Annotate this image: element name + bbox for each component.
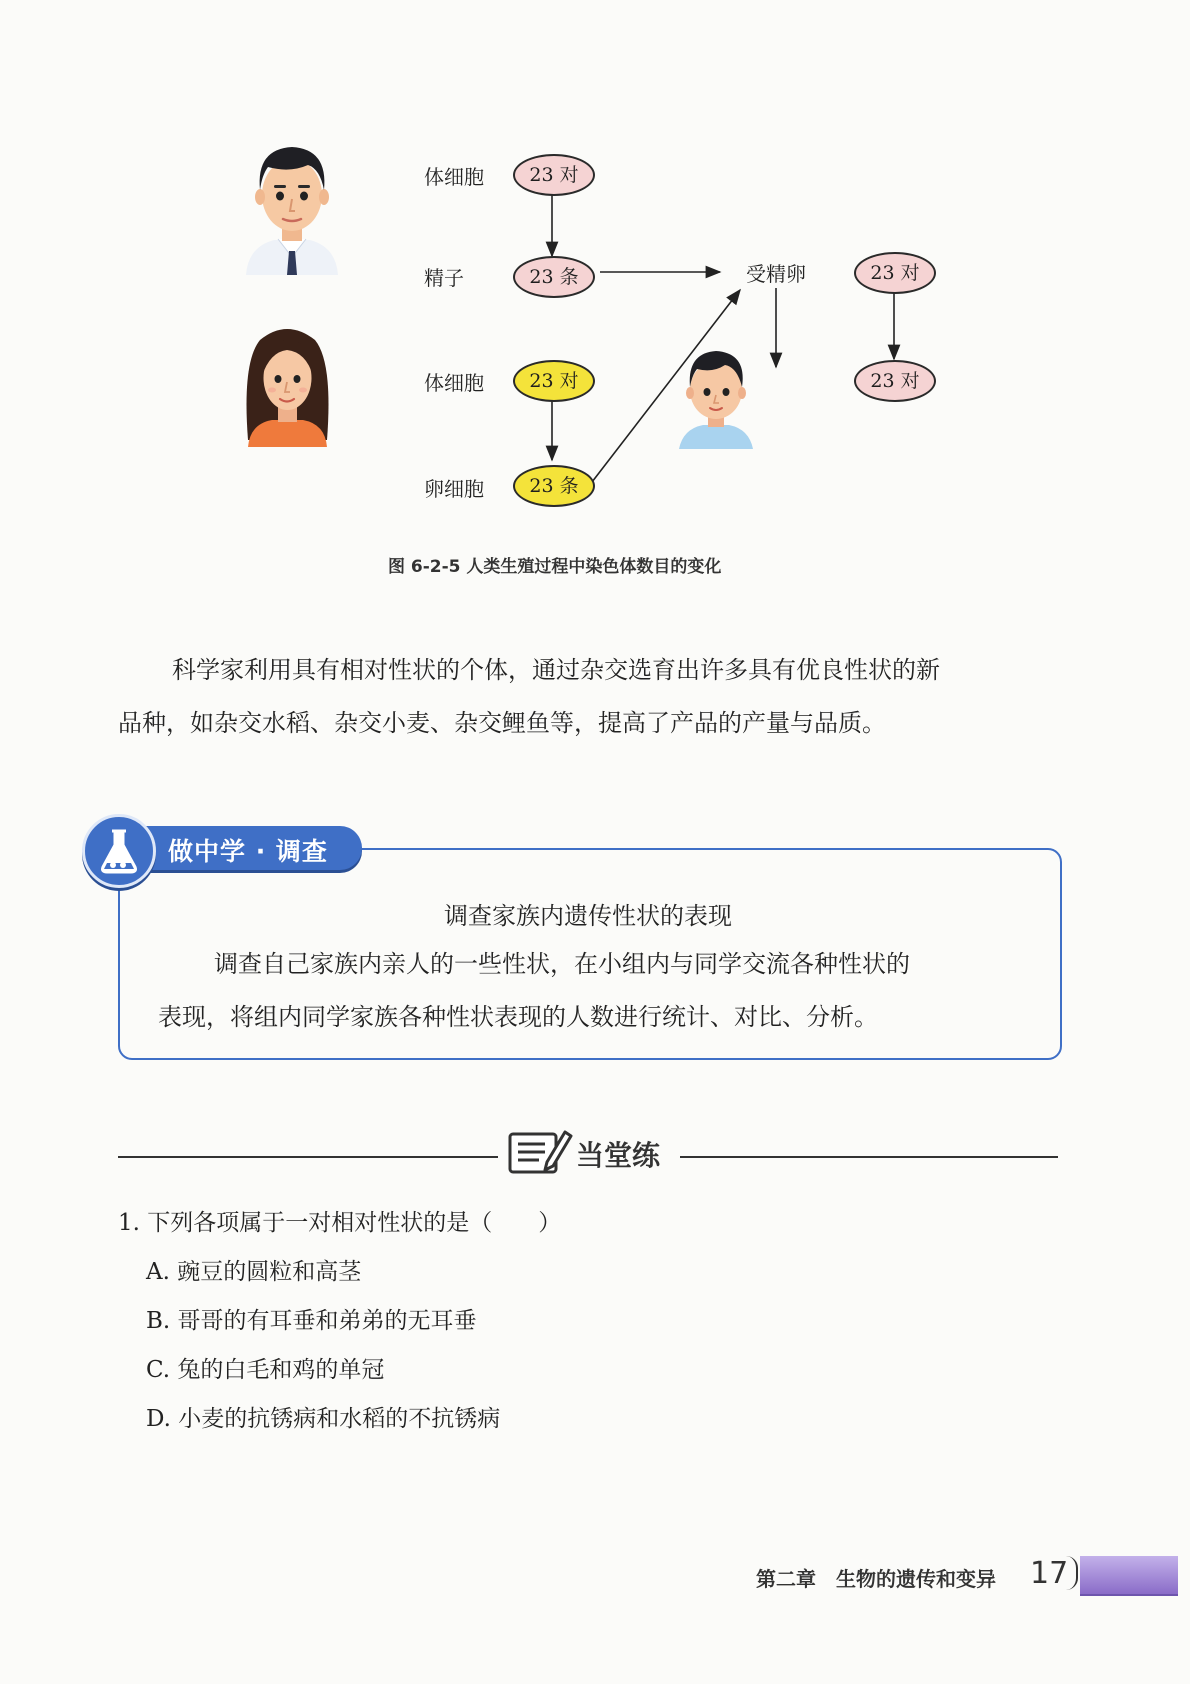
label-sperm: 精子: [424, 266, 464, 290]
practice-question: 1. 下列各项属于一对相对性状的是（ ）: [118, 1210, 562, 1236]
practice-option-d: D. 小麦的抗锈病和水稻的不抗锈病: [146, 1406, 501, 1432]
figure-caption: 图 6-2-5 人类生殖过程中染色体数目的变化: [388, 557, 722, 577]
flask-icon: [85, 817, 153, 885]
arrow-egg-to-zygote: [592, 290, 740, 482]
footer-chapter: 第二章 生物的遗传和变异: [756, 1567, 996, 1591]
oval-child: 23 对: [854, 360, 936, 402]
oval-zygote: 23 对: [854, 252, 936, 294]
oval-father-somatic: 23 对: [513, 154, 595, 196]
activity-title: 调查家族内遗传性状的表现: [444, 902, 732, 930]
activity-icon-circle: [82, 814, 156, 888]
practice-option-a: A. 豌豆的圆粒和高茎: [146, 1259, 362, 1285]
practice-heading: 当堂练: [576, 1139, 661, 1172]
practice-option-b: B. 哥哥的有耳垂和弟弟的无耳垂: [146, 1308, 477, 1334]
practice-divider-right: [680, 1156, 1058, 1158]
activity-line-2: 表现，将组内同学家族各种性状表现的人数进行统计、对比、分析。: [158, 1003, 878, 1031]
activity-banner-label: 做中学 · 调查: [168, 837, 328, 866]
footer-bracket: [1066, 1556, 1078, 1590]
practice-divider-left: [118, 1156, 498, 1158]
oval-sperm: 23 条: [513, 256, 595, 298]
label-father-somatic: 体细胞: [424, 165, 484, 189]
figure-arrows: [0, 0, 1190, 520]
activity-line-1: 调查自己家族内亲人的一些性状，在小组内与同学交流各种性状的: [214, 950, 910, 978]
notebook-icon: [507, 1126, 573, 1176]
label-zygote: 受精卵: [746, 262, 806, 286]
paragraph-line-2: 品种，如杂交水稻、杂交小麦、杂交鲤鱼等，提高了产品的产量与品质。: [118, 709, 886, 737]
paragraph-line-1: 科学家利用具有相对性状的个体，通过杂交选育出许多具有优良性状的新: [172, 656, 940, 684]
label-egg: 卵细胞: [424, 477, 484, 501]
oval-mother-somatic: 23 对: [513, 360, 595, 402]
oval-egg: 23 条: [513, 465, 595, 507]
footer-page-number: 17: [1030, 1556, 1069, 1591]
footer-purple-tab: [1080, 1556, 1178, 1594]
practice-option-c: C. 兔的白毛和鸡的单冠: [146, 1357, 385, 1383]
label-mother-somatic: 体细胞: [424, 371, 484, 395]
